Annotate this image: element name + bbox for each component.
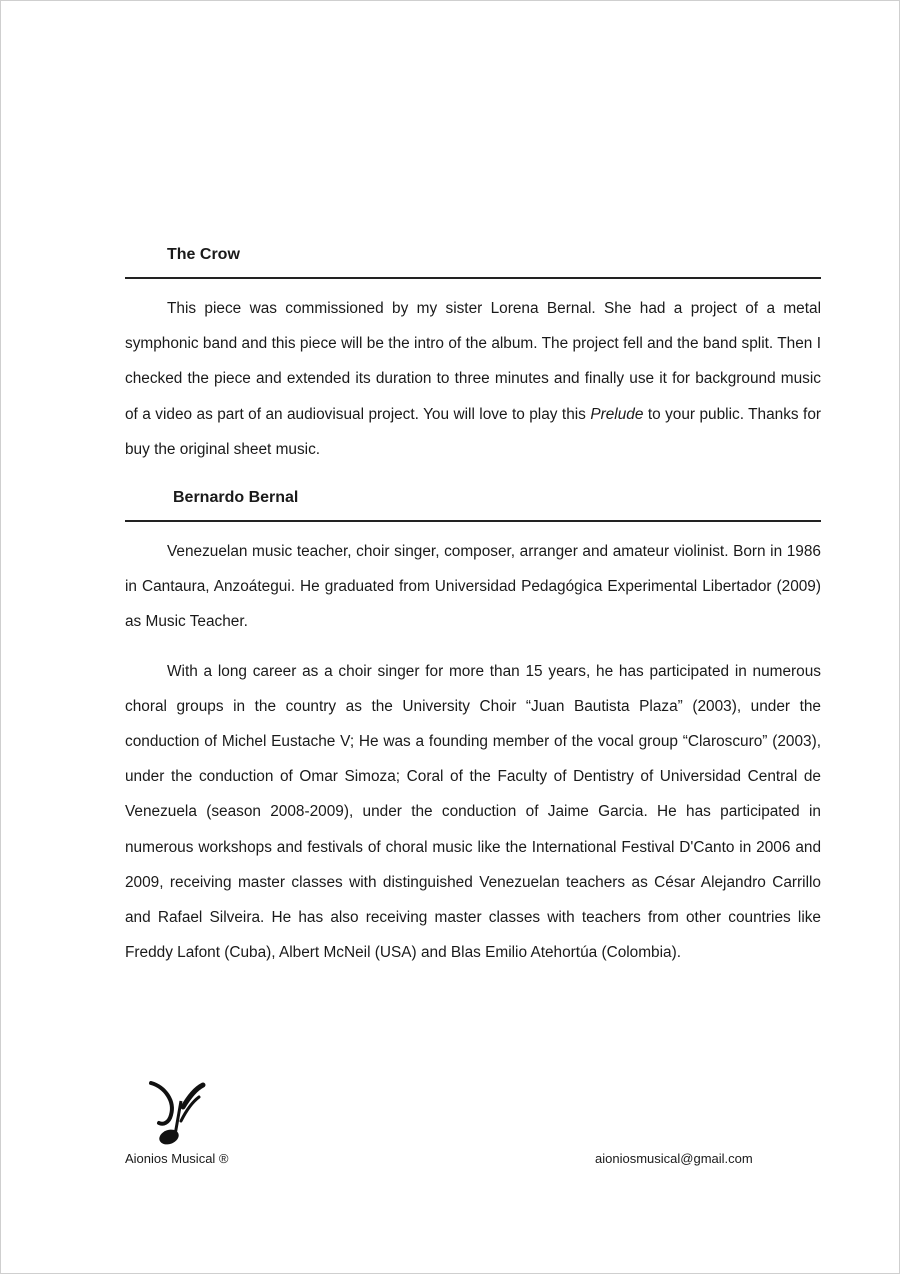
crow-title: The Crow xyxy=(167,246,240,263)
crow-paragraph xyxy=(125,291,821,467)
bio-title: Bernardo Bernal xyxy=(173,489,299,506)
contact-email[interactable]: aioniosmusical@gmail.com xyxy=(595,1151,753,1166)
prelude-italic: Prelude xyxy=(590,405,644,423)
crow-paragraph-text: This piece was commissioned by my sister Lorena Bernal. She had a project of a metal symphonic band and this piece will be the intro of the album. The project fell and the band split. Then I checked the piece and extended its duration to three minutes and finally use it for background music of a video as part of an audiovisual project. You will love to play this xyxy=(125,300,821,423)
crow-section xyxy=(125,245,821,467)
bio-paragraph-1: Venezuelan music teacher, choir singer, composer, arranger and amateur violinist. Born in 1986 in Cantaura, Anzoátegui. He graduated from Universidad Pedagógica Experimental Libertador (2009) as Music Teacher. xyxy=(125,543,821,631)
bio-title-rule xyxy=(125,520,821,522)
footer-logo xyxy=(125,1079,275,1166)
brand-name: Aionios Musical ® xyxy=(125,1151,229,1166)
music-note-logo-icon xyxy=(145,1079,207,1149)
bio-paragraph-2: With a long career as a choir singer for more than 15 years, he has participated in numerous choral groups in the country as the University Choir “Juan Bautista Plaza” (2003), under the conduction of Michel Eustache V; He was a founding member of the vocal group “Claroscuro” (2003), under the conduction of Omar Simoza; Coral of the Faculty of Dentistry of Universidad Central de Venezuela (season 2008-2009), under the conduction of Jaime Garcia. He has participated in numerous workshops and festivals of choral music like the International Festival D'Canto in 2006 and 2009, receiving master classes with distinguished Venezuelan teachers as César Alejandro Carrillo and Rafael Silveira. He has also receiving master classes with teachers from other countries like Freddy Lafont (Cuba), Albert McNeil (USA) and Blas Emilio Atehortúa (Colombia). xyxy=(125,662,821,962)
crow-title-rule xyxy=(125,277,821,279)
bio-section xyxy=(125,488,821,970)
crow-paragraph-end: to your public. Thanks for buy the original sheet music. xyxy=(125,405,822,458)
